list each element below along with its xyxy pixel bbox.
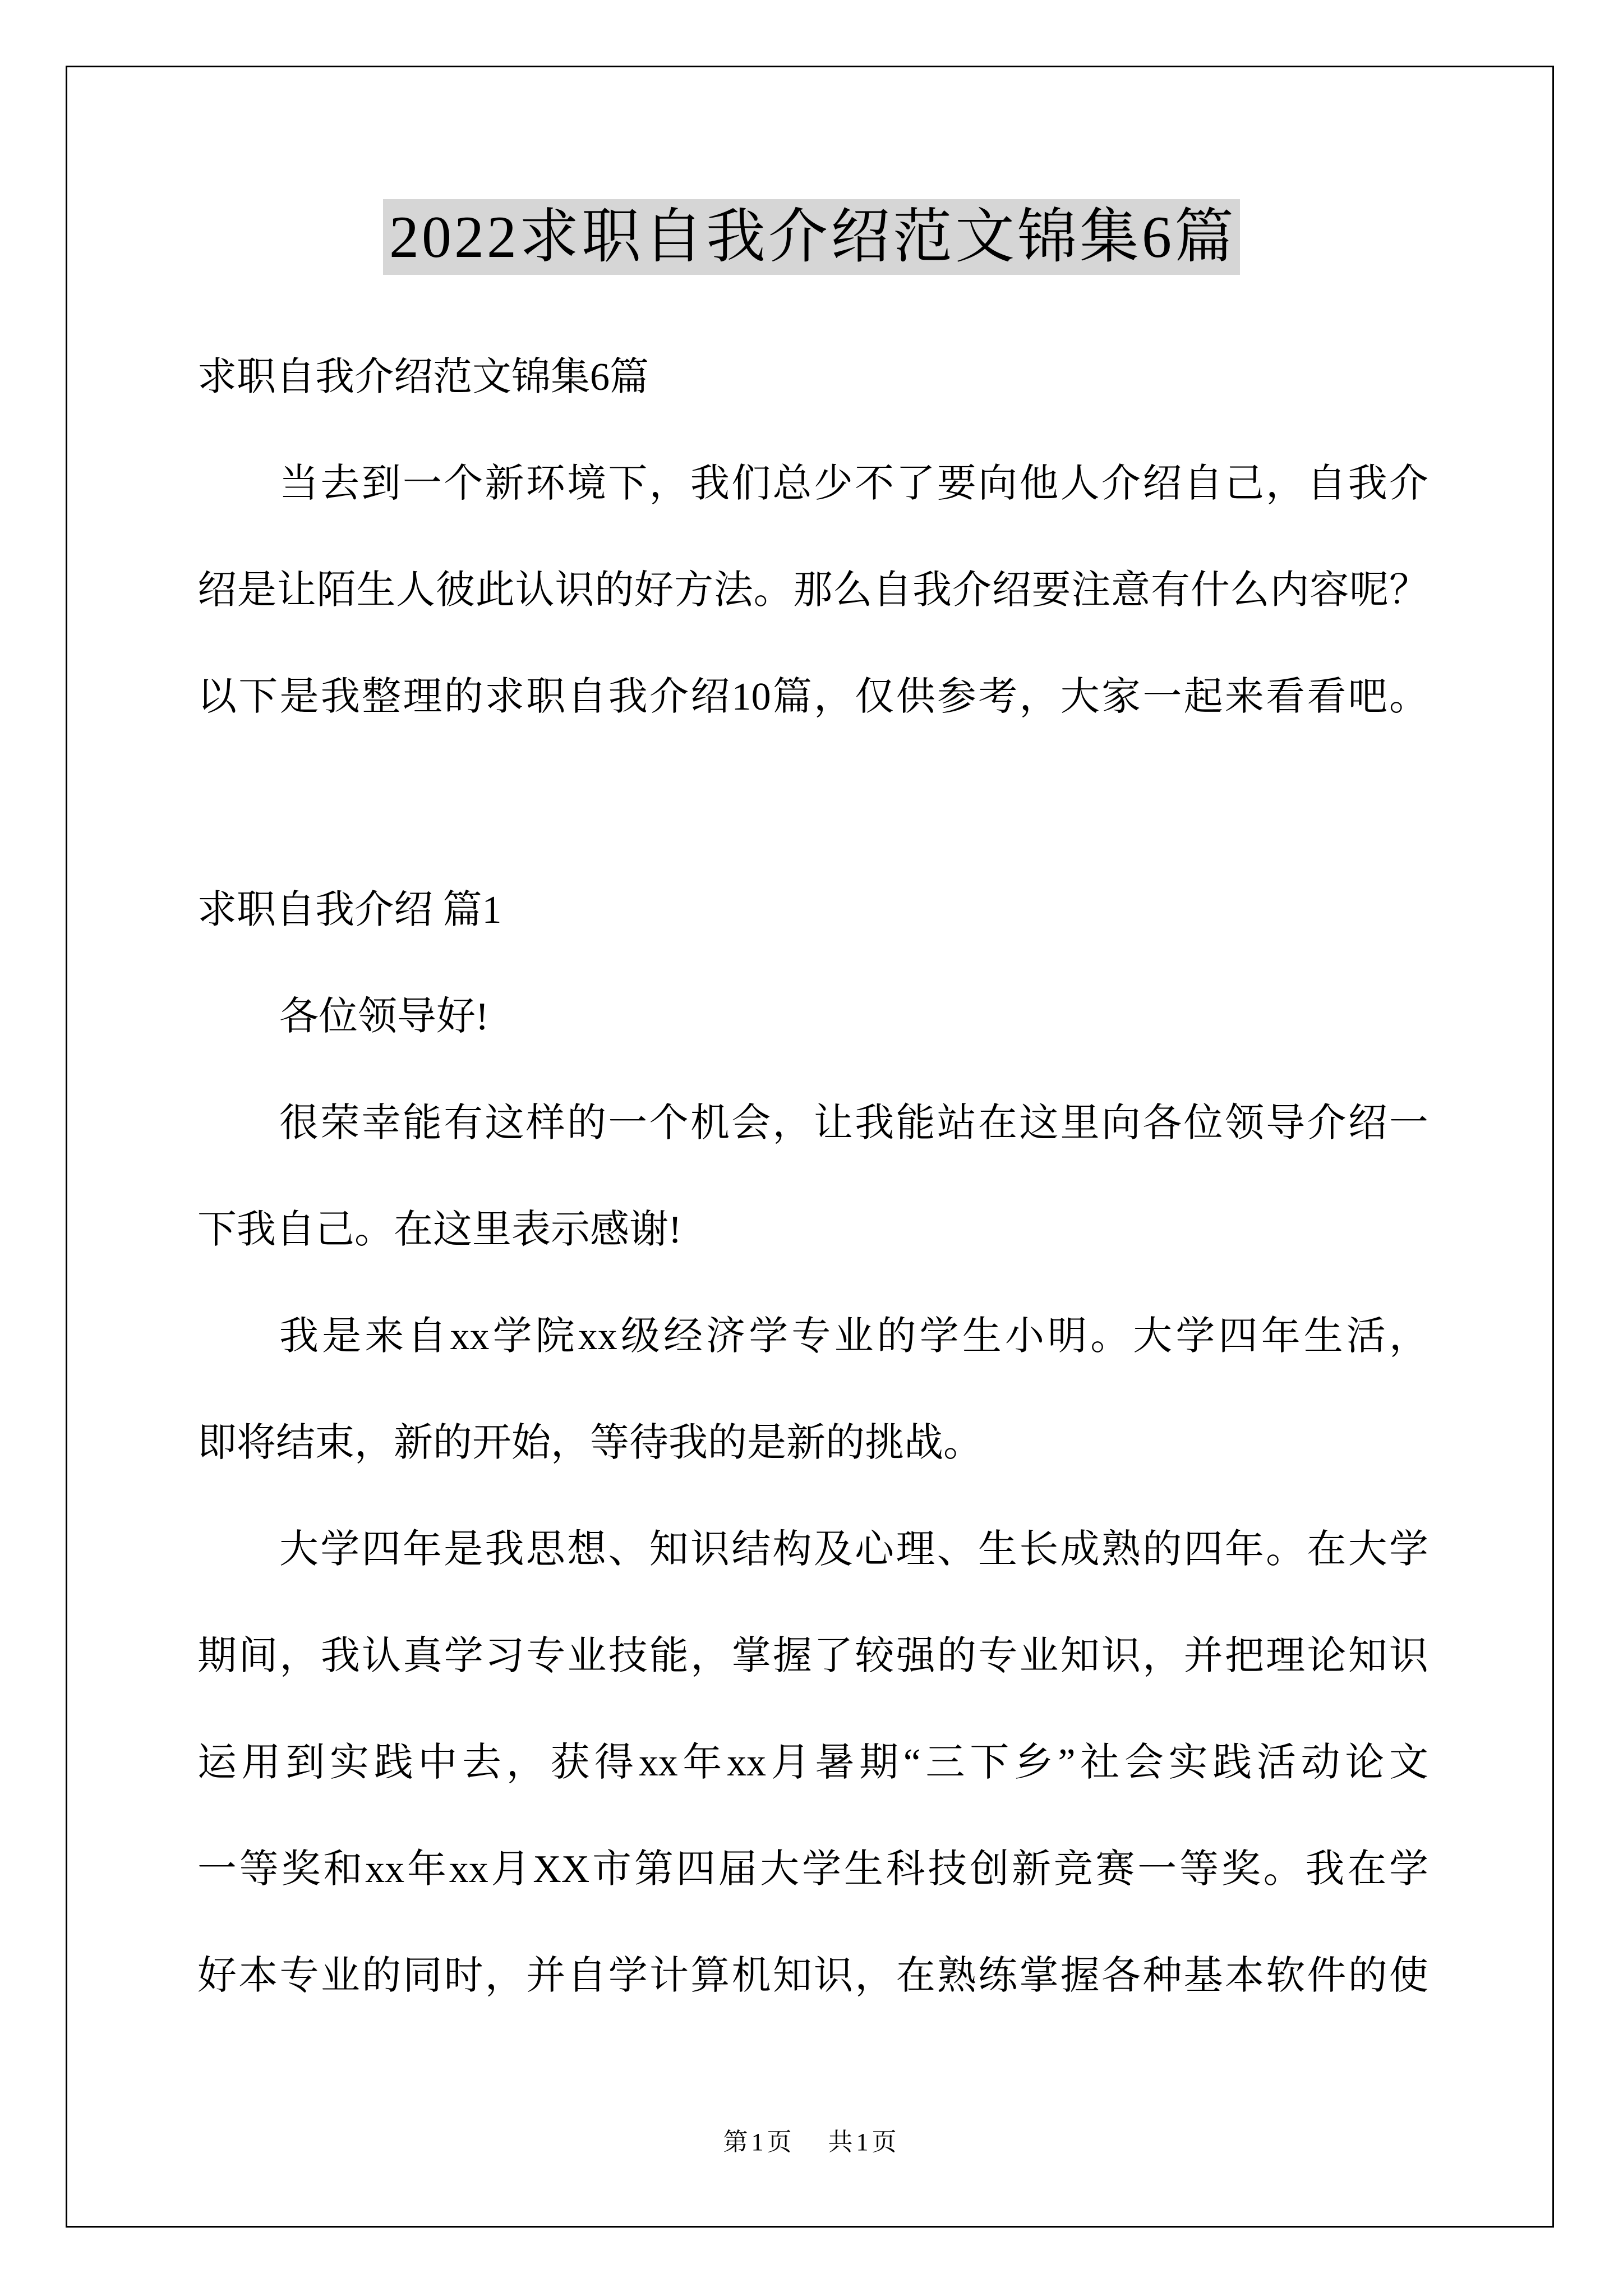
body-paragraph-line: 好本专业的同时，并自学计算机知识，在熟练掌握各种基本软件的使 bbox=[197, 1954, 1428, 1998]
title-block bbox=[0, 199, 1623, 275]
body-paragraph-line: 很荣幸能有这样的一个机会，让我能站在这里向各位领导介绍一 bbox=[279, 1102, 1428, 1145]
body-paragraph-line: 即将结束，新的开始，等待我的是新的挑战。 bbox=[197, 1421, 983, 1465]
intro-paragraph-line: 以下是我整理的求职自我介绍10篇，仅供参考，大家一起来看看吧。 bbox=[197, 675, 1428, 719]
document-title: 2022求职自我介绍范文锦集6篇 bbox=[383, 199, 1240, 275]
body-paragraph-line: 下我自己。在这里表示感谢! bbox=[197, 1208, 682, 1251]
document-body bbox=[197, 324, 1428, 2030]
document-subtitle: 求职自我介绍范文锦集6篇 bbox=[197, 356, 649, 399]
intro-paragraph-line: 当去到一个新环境下，我们总少不了要向他人介绍自己，自我介 bbox=[279, 462, 1428, 505]
body-paragraph-line: 运用到实践中去，获得xx年xx月暑期“三下乡”社会实践活动论文 bbox=[197, 1741, 1428, 1784]
body-paragraph-line: 期间，我认真学习专业技能，掌握了较强的专业知识，并把理论知识 bbox=[197, 1635, 1428, 1678]
body-paragraph-line: 大学四年是我思想、知识结构及心理、生长成熟的四年。在大学 bbox=[279, 1528, 1428, 1571]
page-footer bbox=[0, 2125, 1623, 2159]
intro-paragraph-line: 绍是让陌生人彼此认识的好方法。那么自我介绍要注意有什么内容呢？ bbox=[197, 569, 1428, 612]
page-number: 第1页 bbox=[723, 2128, 795, 2156]
body-paragraph-line: 我是来自xx学院xx级经济学专业的学生小明。大学四年生活， bbox=[279, 1315, 1428, 1358]
page-total: 共1页 bbox=[828, 2128, 900, 2156]
blank-line bbox=[197, 751, 1428, 857]
greeting-line: 各位领导好! bbox=[279, 995, 489, 1038]
section-heading: 求职自我介绍 篇1 bbox=[197, 889, 502, 932]
body-paragraph-line: 一等奖和xx年xx月XX市第四届大学生科技创新竞赛一等奖。我在学 bbox=[197, 1848, 1428, 1891]
